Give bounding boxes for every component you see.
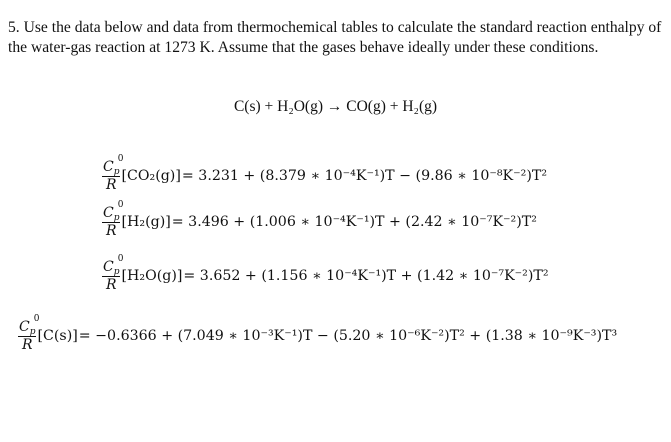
- species-label: [CO₂(g)]: [121, 168, 181, 184]
- species-label: [C(s)]: [37, 328, 78, 344]
- problem-statement: 5. Use the data below and data from thermochemical tables to calculate the standard reaction enthalpy of the water-gas reaction at 1273 K. Assume that the gases behave ideally under these conditions.: [8, 19, 662, 56]
- heat-capacity-equation-h2o: [102, 254, 549, 293]
- heat-capacity-equation-carbon: [18, 314, 618, 353]
- equation-expression: = 3.652 + (1.156 ∗ 10⁻⁴K⁻¹)T + (1.42 ∗ 10⁻⁷K⁻²)T²: [183, 268, 549, 284]
- equation-expression: = 3.496 + (1.006 ∗ 10⁻⁴K⁻¹)T + (2.42 ∗ 10⁻⁷K⁻²)T²: [171, 214, 537, 230]
- species-label: [H₂O(g)]: [121, 268, 183, 284]
- cp-over-r-fraction: $C_p$ 0 R: [103, 254, 124, 293]
- cp-over-r-fraction: $C_p$ 0 R: [103, 154, 124, 193]
- species-label: [H₂(g)]: [121, 214, 171, 230]
- cp-over-r-fraction: $C_p$ 0 R: [19, 314, 40, 353]
- cp-over-r-fraction: $C_p$ 0 R: [103, 200, 124, 239]
- heat-capacity-equation-h2: [102, 200, 537, 239]
- equation-expression: = −0.6366 + (7.049 ∗ 10⁻³K⁻¹)T − (5.20 ∗ 10⁻⁶K⁻²)T² + (1.38 ∗ 10⁻⁹K⁻³)T³: [78, 328, 618, 344]
- reaction-equation: C(s) + H₂O(g) → CO(g) + H₂(g): [233, 98, 438, 115]
- equation-expression: = 3.231 + (8.379 ∗ 10⁻⁴K⁻¹)T − (9.86 ∗ 10⁻⁸K⁻²)T²: [181, 168, 548, 184]
- heat-capacity-equation-co2: [102, 154, 548, 193]
